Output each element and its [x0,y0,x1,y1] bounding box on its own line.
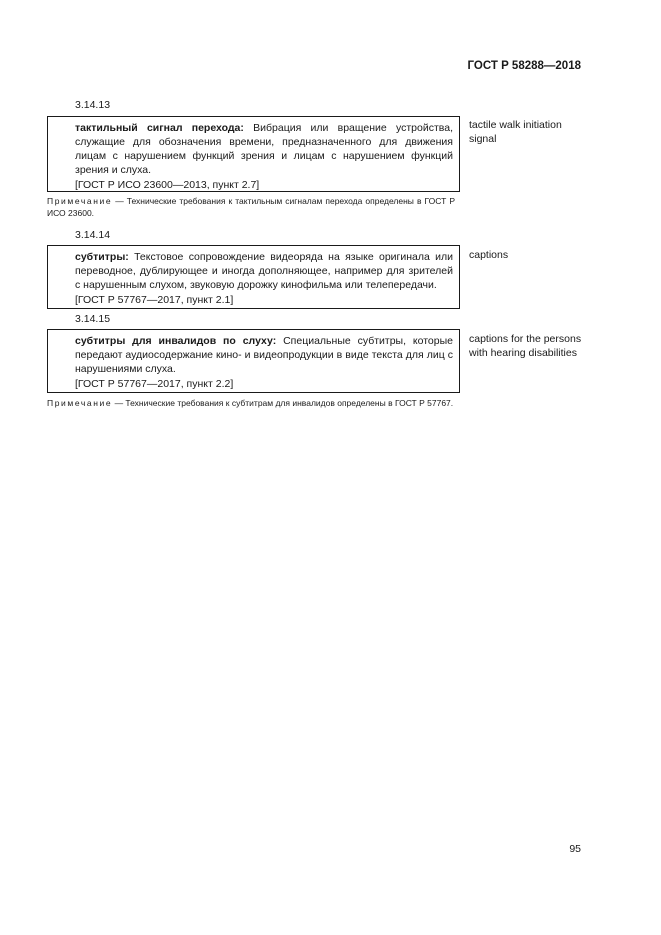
note [47,397,455,409]
entry-number: 3.14.15 [75,313,111,325]
note-label: Примечание [47,398,113,408]
term: субтитры: [75,251,129,263]
entry-number: 3.14.14 [75,229,111,241]
note-label: Примечание [47,196,113,206]
definition-box [47,245,460,309]
note-text: — Технические требования к тактильным сигналам перехода определены в ГОСТ Р ИСО 23600. [47,196,455,218]
source-reference: [ГОСТ Р 57767—2017, пункт 2.1] [75,294,234,306]
english-term: captions for the persons with hearing disabilities [469,333,582,359]
source-reference: [ГОСТ Р 57767—2017, пункт 2.2] [75,378,234,390]
english-term: tactile walk initiation signal [469,119,562,145]
term: субтитры для инвалидов по слуху: [75,335,277,347]
term: тактильный сигнал перехода: [75,122,244,134]
definition-text: Вибрация или вращение устройства, служащие для обозначения времени, предназначенного для движения лицам с нарушением функций зрения и лицам с нарушением функций зрения и слуха. [75,122,453,176]
note-text: — Технические требования к субтитрам для инвалидов определены в ГОСТ Р 57767. [112,398,454,408]
note [47,195,455,219]
page-number: 95 [569,843,581,855]
definition-box [47,329,460,393]
document-code: ГОСТ Р 58288—2018 [467,60,581,72]
entry-number: 3.14.13 [75,99,111,111]
definition-box [47,116,460,192]
source-reference: [ГОСТ Р ИСО 23600—2013, пункт 2.7] [75,179,260,191]
definition-text: Текстовое сопровождение видеоряда на языке оригинала или переводное, дублирующее и иногда дополняющее, например для зрителей с нарушенным слухом, звуковую дорожку кинофильма или телепередачи. [75,251,453,291]
definition-text: Специальные субтитры, которые передают аудиосодержание кино- и видеопродукции в виде текста для лиц с нарушениями слуха. [75,335,453,375]
english-term: captions [469,249,509,261]
